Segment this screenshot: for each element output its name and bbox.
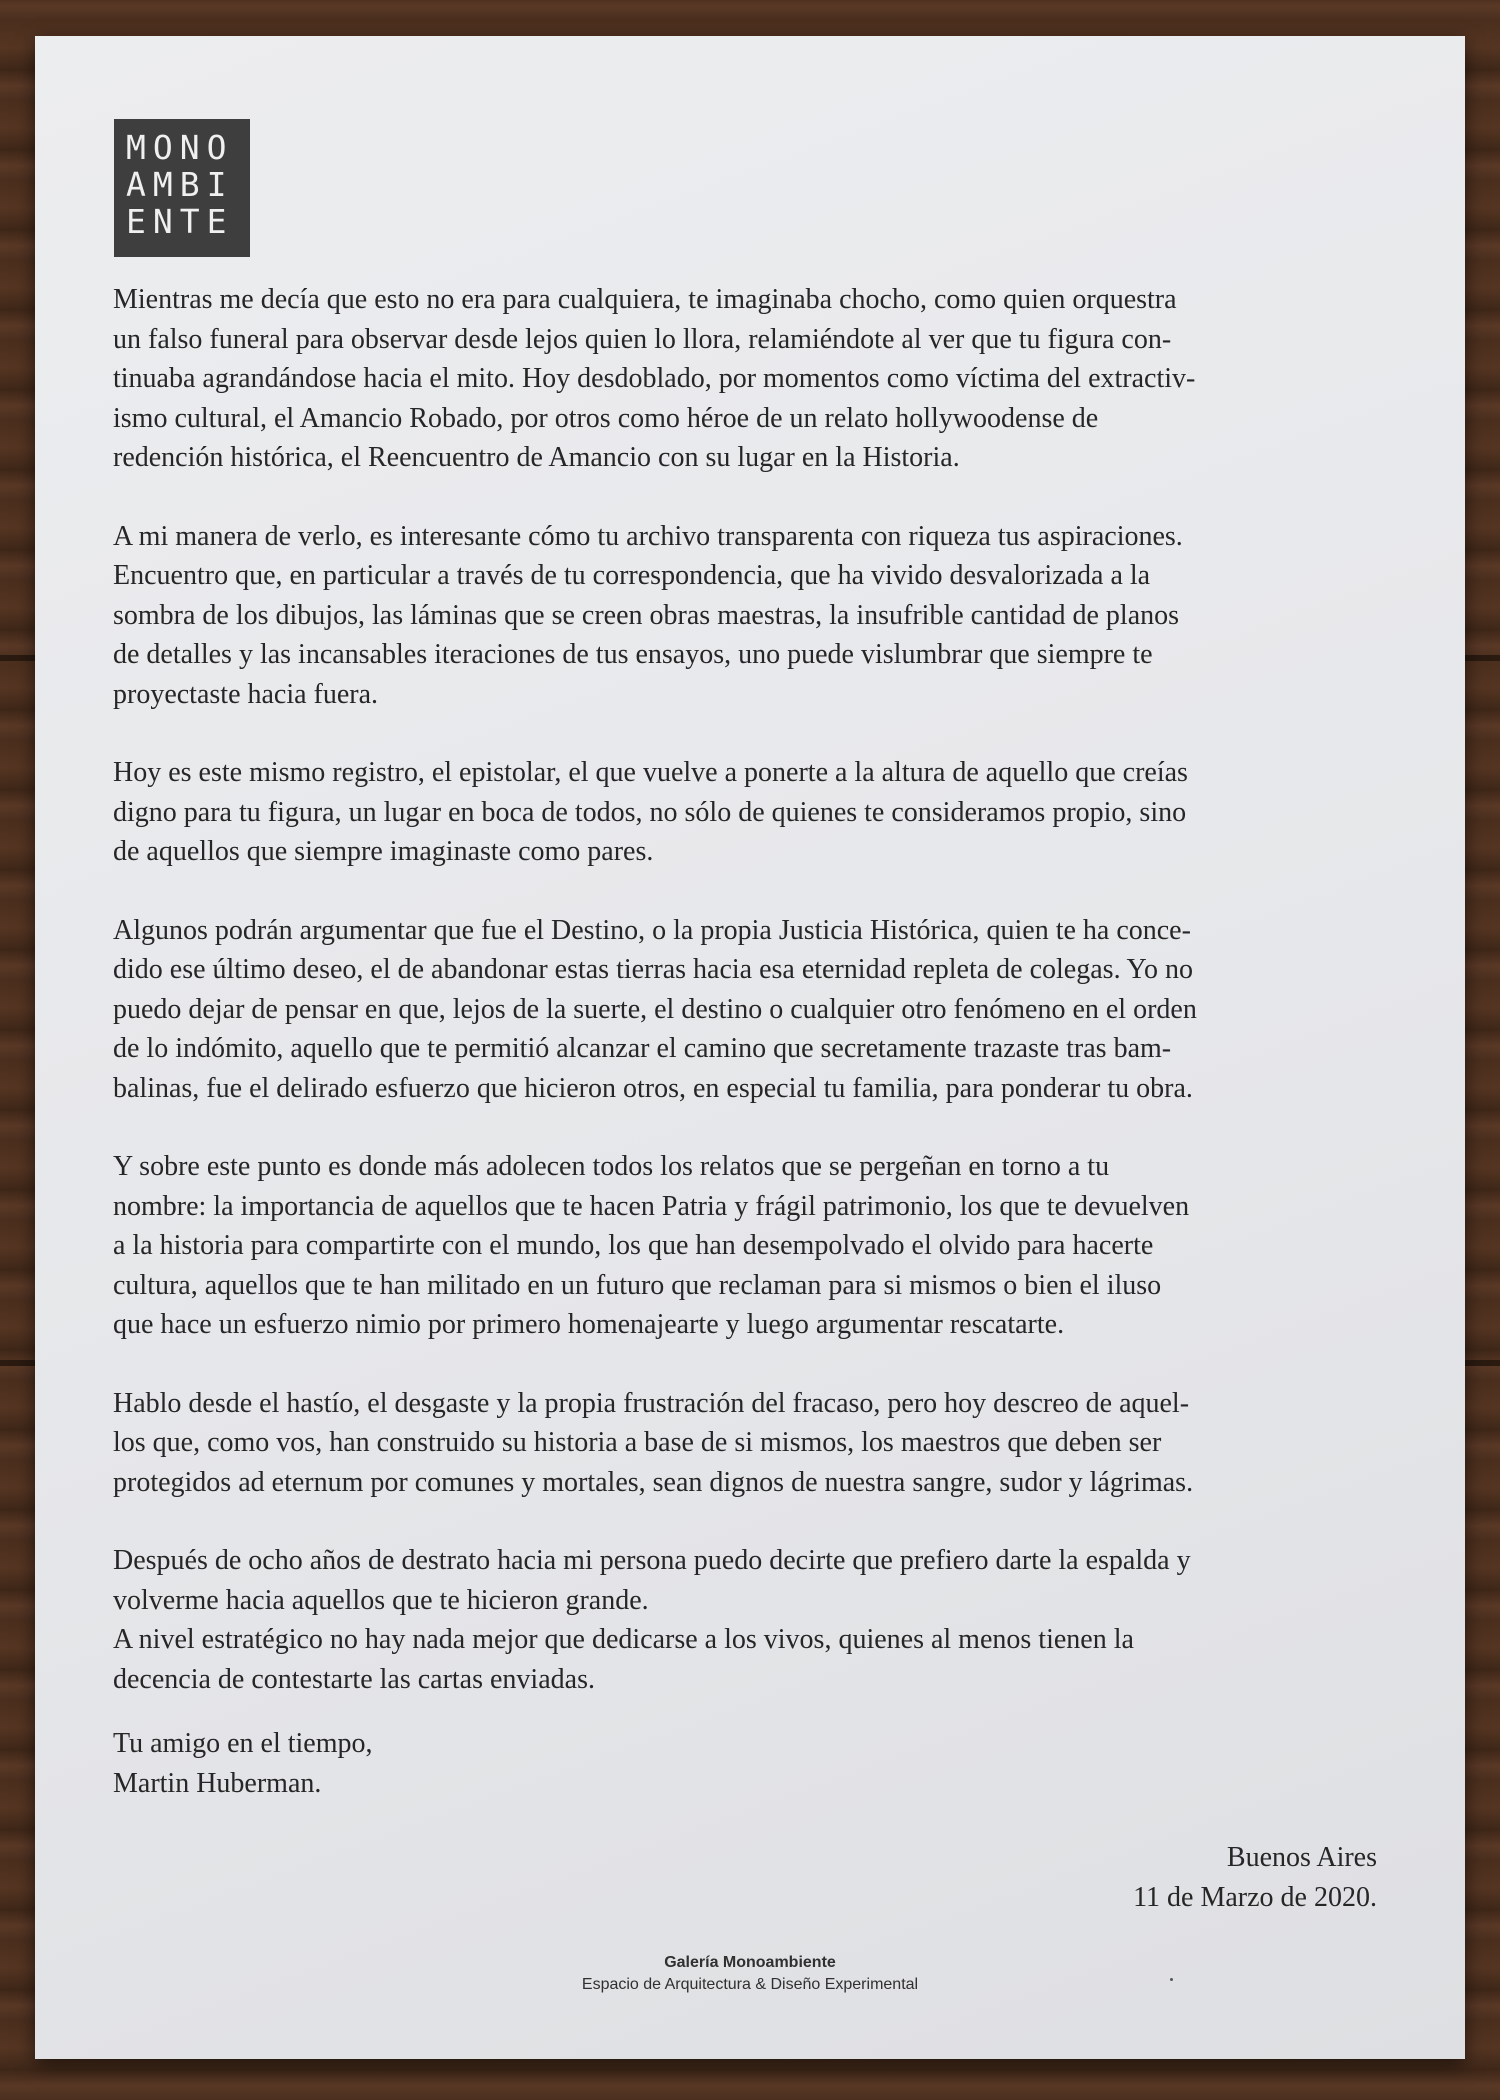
closing — [113, 1724, 373, 1803]
text-line: decencia de contestarte las cartas enviadas. — [113, 1663, 595, 1695]
text-line: de aquellos que siempre imaginaste como pares. — [113, 836, 654, 867]
text-line: de detalles y las incansables iteraciones de tus ensayos, uno puede vislumbrar que siempre te — [113, 639, 1153, 670]
paragraph — [113, 1384, 1418, 1503]
gallery-name: Galería Monoambiente — [664, 1954, 836, 1971]
paragraph — [113, 517, 1418, 715]
monoambiente-logo — [114, 119, 250, 257]
paper-speck — [1170, 1978, 1173, 1981]
logo-line: MONO — [126, 128, 234, 167]
gallery-tagline: Espacio de Arquitectura & Diseño Experimental — [581, 1976, 919, 1993]
text-line: Encuentro que, en particular a través de tu correspondencia, que ha vivido desvalorizada a la — [113, 560, 1151, 591]
text-line: dido ese último deseo, el de abandonar estas tierras hacia esa eternidad repleta de colegas. Yo no — [113, 954, 1193, 985]
text-line: digno para tu figura, un lugar en boca de todos, no sólo de quienes te consideramos propio, sino — [113, 796, 1187, 828]
text-line: A nivel estratégico no hay nada mejor que dedicarse a los vivos, quienes al menos tienen la — [113, 1624, 1134, 1655]
text-line: cultura, aquellos que te han militado en un futuro que reclaman para si mismos o bien el iluso — [113, 1269, 1162, 1301]
place-date — [1133, 1838, 1377, 1917]
text-line: balinas, fue el delirado esfuerzo que hicieron otros, en especial tu familia, para ponderar tu obra. — [113, 1072, 1193, 1104]
text-line: Hablo desde el hastío, el desgaste y la propia frustración del fracaso, pero hoy descreo de aquel- — [113, 1387, 1190, 1419]
text-line: nombre: la importancia de aquellos que te hacen Patria y frágil patrimonio, los que te devuelven — [113, 1190, 1190, 1222]
date: 11 de Marzo de 2020. — [1133, 1881, 1377, 1913]
text-line: proyectaste hacia fuera. — [113, 678, 379, 710]
signature-name: Martin Huberman. — [113, 1767, 322, 1799]
paragraph — [113, 911, 1418, 1109]
text-line: protegidos ad eternum por comunes y mortales, sean dignos de nuestra sangre, sudor y lágrimas. — [113, 1466, 1194, 1498]
text-line: volverme hacia aquellos que te hicieron grande. — [113, 1584, 649, 1616]
logo-line: AMBI — [126, 165, 234, 204]
text-line: Algunos podrán argumentar que fue el Destino, o la propia Justicia Histórica, quien te ha conce- — [113, 914, 1191, 946]
text-line: de lo indómito, aquello que te permitió alcanzar el camino que secretamente trazaste tras bam- — [113, 1033, 1172, 1064]
text-line: a la historia para compartirte con el mundo, los que han desempolvado el olvido para hacerte — [113, 1230, 1154, 1261]
paragraph — [113, 1541, 1418, 1699]
text-line: Y sobre este punto es donde más adolecen todos los relatos que se pergeñan en torno a tu — [113, 1151, 1110, 1182]
place: Buenos Aires — [1226, 1842, 1377, 1873]
letter-sheet — [35, 36, 1465, 2059]
text-line: ismo cultural, el Amancio Robado, por otros como héroe de un relato hollywoodense de — [113, 402, 1099, 434]
letter-body — [113, 280, 1418, 1738]
paragraph — [113, 1147, 1418, 1345]
footer — [35, 1952, 1465, 1996]
text-line: sombra de los dibujos, las láminas que se creen obras maestras, la insufrible cantidad de planos — [113, 599, 1180, 631]
logo-line: ENTE — [126, 202, 234, 241]
text-line: que hace un esfuerzo nimio por primero homenajearte y luego argumentar rescatarte. — [113, 1309, 1065, 1340]
closing-line: Tu amigo en el tiempo, — [113, 1728, 373, 1759]
text-line: Hoy es este mismo registro, el epistolar, el que vuelve a ponerte a la altura de aquello que creías — [113, 757, 1188, 788]
text-line: Después de ocho años de destrato hacia mi persona puedo decirte que prefiero darte la espalda y — [113, 1545, 1191, 1576]
text-line: redención histórica, el Reencuentro de Amancio con su lugar en la Historia. — [113, 442, 960, 473]
paragraph — [113, 280, 1418, 478]
paragraph — [113, 753, 1418, 872]
text-line: un falso funeral para observar desde lejos quien lo llora, relamiéndote al ver que tu figura con- — [113, 323, 1172, 355]
text-line: tinuaba agrandándose hacia el mito. Hoy desdoblado, por momentos como víctima del extractiv- — [113, 363, 1196, 394]
text-line: los que, como vos, han construido su historia a base de si mismos, los maestros que deben ser — [113, 1427, 1162, 1458]
text-line: puedo dejar de pensar en que, lejos de la suerte, el destino o cualquier otro fenómeno en el orden — [113, 993, 1197, 1025]
text-line: A mi manera de verlo, es interesante cómo tu archivo transparenta con riqueza tus aspiraciones. — [113, 520, 1183, 552]
text-line: Mientras me decía que esto no era para cualquiera, te imaginaba chocho, como quien orquestra — [113, 284, 1177, 315]
